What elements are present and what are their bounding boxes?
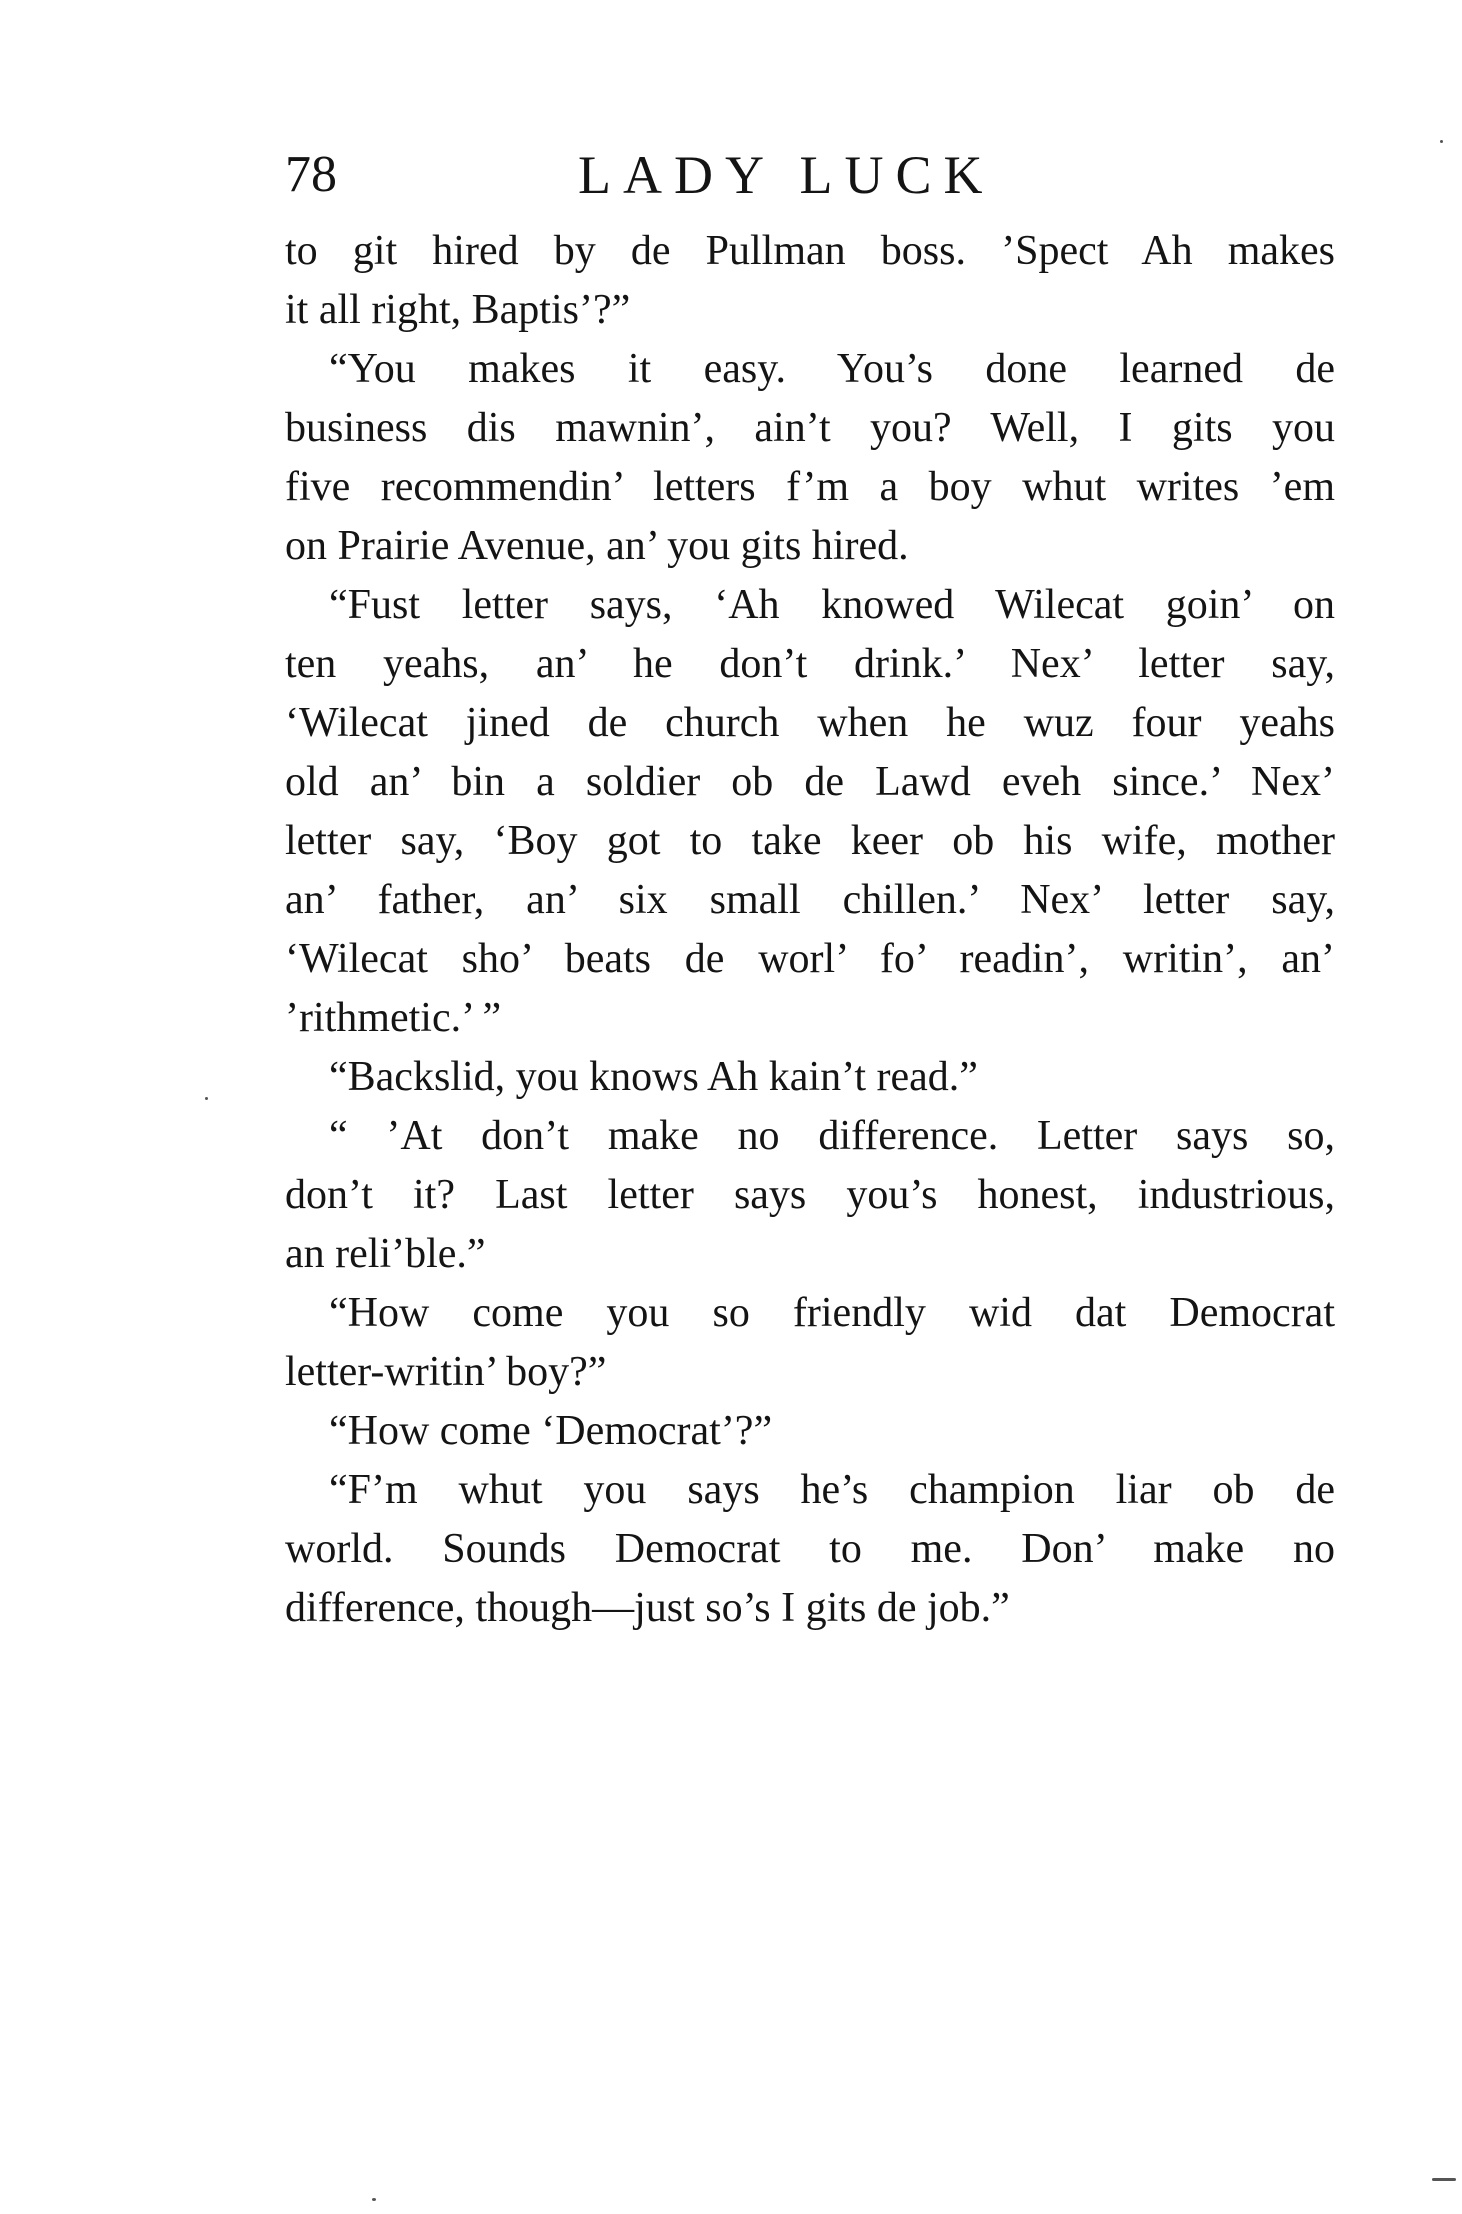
text-line: “You makes it easy. You’s done learned de: [329, 346, 1335, 392]
text-line: it all right, Baptis’?”: [285, 287, 631, 333]
text-line: an reli’ble.”: [285, 1231, 486, 1277]
text-line: “F’m whut you says he’s champion liar ob de: [329, 1467, 1335, 1513]
text-line: “How come ‘Democrat’?”: [329, 1408, 773, 1454]
page-header: [285, 140, 1335, 210]
text-line: “ ’At don’t make no difference. Letter says so,: [329, 1113, 1335, 1159]
text-line: letter say, ‘Boy got to take keer ob his wife, mother: [285, 818, 1335, 864]
text-line: business dis mawnin’, ain’t you? Well, I gits you: [285, 405, 1335, 451]
text-line: world. Sounds Democrat to me. Don’ make no: [285, 1526, 1335, 1572]
page-number: 78: [285, 146, 337, 203]
scan-speck: [372, 2198, 376, 2201]
text-line: “Fust letter says, ‘Ah knowed Wilecat goin’ on: [329, 582, 1335, 628]
text-line: old an’ bin a soldier ob de Lawd eveh since.’ Nex’: [285, 759, 1335, 805]
text-line: “How come you so friendly wid dat Democrat: [329, 1290, 1335, 1336]
text-line: letter-writin’ boy?”: [285, 1349, 607, 1395]
text-line: difference, though—just so’s I gits de job.”: [285, 1585, 1010, 1631]
text-line: “Backslid, you knows Ah kain’t read.”: [329, 1054, 978, 1100]
text-line: on Prairie Avenue, an’ you gits hired.: [285, 523, 909, 569]
scan-speck: [1440, 140, 1443, 143]
text-line: don’t it? Last letter says you’s honest, industrious,: [285, 1172, 1335, 1218]
scan-speck: [205, 1097, 208, 1100]
text-line: ’rithmetic.’ ”: [285, 995, 502, 1041]
text-line: an’ father, an’ six small chillen.’ Nex’ letter say,: [285, 877, 1335, 923]
running-head: LADY LUCK: [578, 145, 995, 205]
text-line: ten yeahs, an’ he don’t drink.’ Nex’ letter say,: [285, 641, 1335, 687]
scan-speck: [1432, 2178, 1456, 2181]
text-line: to git hired by de Pullman boss. ’Spect Ah makes: [285, 228, 1335, 274]
text-line: ‘Wilecat sho’ beats de worl’ fo’ readin’, writin’, an’: [285, 936, 1335, 982]
text-line: ‘Wilecat jined de church when he wuz four yeahs: [285, 700, 1335, 746]
body-text: [285, 222, 1335, 1638]
text-line: five recommendin’ letters f’m a boy whut writes ’em: [285, 464, 1335, 510]
